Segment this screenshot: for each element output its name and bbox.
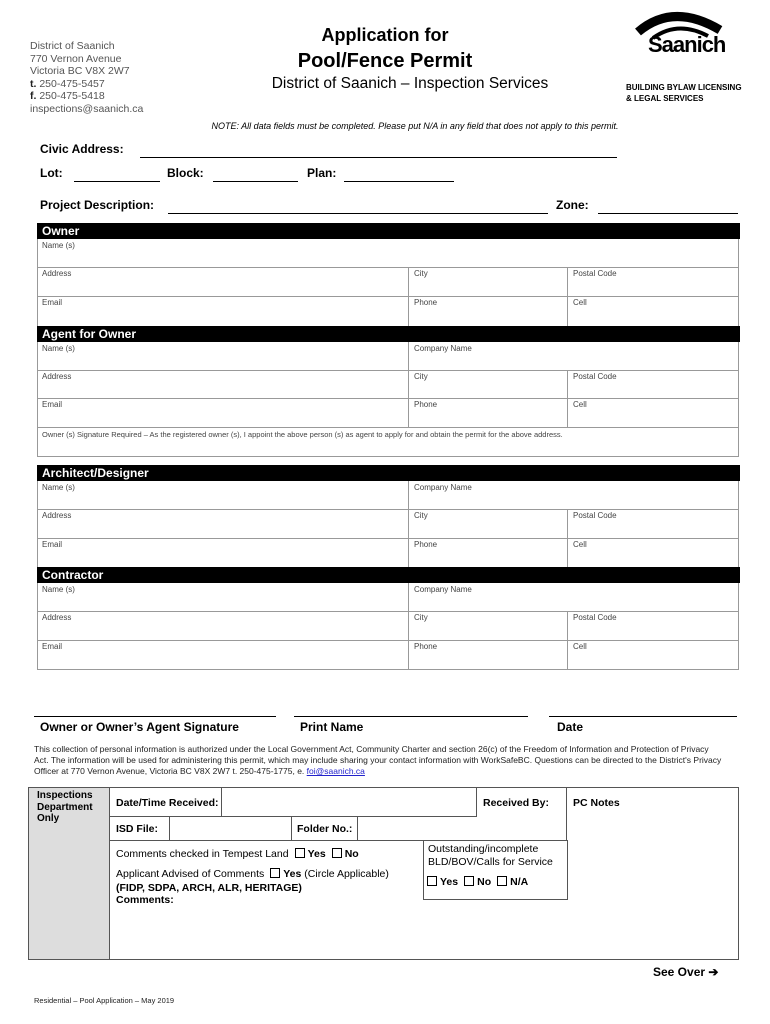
advised-yes-checkbox[interactable]	[270, 868, 280, 878]
agent-name-row[interactable]	[38, 342, 738, 371]
owner-signature-label: Owner or Owner’s Agent Signature	[40, 720, 239, 734]
contractor-email-label: Email	[42, 642, 63, 651]
fidp-options: (FIDP, SDPA, ARCH, ALR, HERITAGE)	[116, 882, 302, 894]
logo-subtitle-2: & LEGAL SERVICES	[626, 94, 704, 103]
owner-phone-label: Phone	[414, 298, 438, 307]
project-description-field[interactable]	[168, 199, 548, 214]
plan-label: Plan:	[307, 166, 337, 180]
datetime-label: Date/Time Received:	[116, 797, 219, 809]
date-label: Date	[557, 720, 584, 734]
inspections-box	[28, 787, 739, 960]
print-name-line[interactable]	[294, 716, 528, 717]
contractor-name-label: Name (s)	[42, 585, 75, 594]
outstanding-na-checkbox[interactable]	[497, 876, 507, 886]
zone-field[interactable]	[598, 199, 738, 214]
privacy-email-link[interactable]: foi@saanich.ca	[306, 766, 365, 776]
isd-file-field[interactable]	[169, 816, 292, 841]
agent-email-row[interactable]	[38, 398, 738, 428]
address-line: Victoria BC V8X 2W7	[30, 65, 130, 77]
civic-address-field[interactable]	[140, 143, 617, 158]
see-over: See Over ➔	[653, 965, 719, 979]
inspections-dept-label: Inspections Department Only	[37, 790, 93, 824]
contractor-address-label: Address	[42, 613, 72, 622]
plan-field[interactable]	[344, 167, 454, 182]
agent-address-label: Address	[42, 372, 72, 381]
owner-postal-label: Postal Code	[573, 269, 617, 278]
owner-city-label: City	[414, 269, 428, 278]
comments-checked: Comments checked in Tempest Land Yes No	[116, 848, 359, 860]
section-owner-header: Owner	[37, 223, 740, 239]
datetime-field[interactable]	[221, 788, 477, 817]
section-agent-header: Agent for Owner	[37, 326, 740, 342]
section-architect-header: Architect/Designer	[37, 465, 740, 481]
outstanding-options: Yes No N/A	[421, 876, 528, 888]
applicant-advised: Applicant Advised of Comments Yes (Circle Applicable)	[116, 868, 389, 880]
date-line[interactable]	[549, 716, 737, 717]
architect-postal-label: Postal Code	[573, 511, 617, 520]
architect-email-label: Email	[42, 540, 63, 549]
footer: Residential – Pool Application – May 2019	[34, 996, 175, 1005]
outstanding-no-checkbox[interactable]	[464, 876, 474, 886]
owner-address-label: Address	[42, 269, 72, 278]
comments-field[interactable]	[109, 898, 737, 958]
zone-label: Zone:	[556, 198, 589, 212]
owner-grid	[37, 239, 739, 327]
folder-no-label: Folder No.:	[297, 823, 353, 835]
owner-name-row[interactable]	[38, 239, 738, 268]
received-by-field[interactable]	[476, 788, 567, 840]
pc-notes-label: PC Notes	[573, 797, 620, 809]
signature-line[interactable]	[34, 716, 276, 717]
agent-phone-label: Phone	[414, 400, 438, 409]
block-field[interactable]	[213, 167, 298, 182]
outstanding-yes-checkbox[interactable]	[427, 876, 437, 886]
contractor-city-label: City	[414, 613, 428, 622]
saanich-logo	[618, 10, 742, 110]
comments-label: Comments:	[116, 894, 174, 906]
contractor-cell-label: Cell	[573, 642, 587, 651]
contractor-postal-label: Postal Code	[573, 613, 617, 622]
contact-email: inspections@saanich.ca	[30, 102, 144, 115]
architect-company-label: Company Name	[414, 483, 472, 492]
agent-signature-note: Owner (s) Signature Required – As the registered owner (s), I appoint the above person (s) as agent to apply for and obtain the permit for the above address.	[42, 430, 563, 439]
agent-address-row[interactable]	[38, 370, 738, 399]
page-title: Pool/Fence Permit	[297, 50, 473, 72]
contractor-phone-label: Phone	[414, 642, 438, 651]
owner-cell-label: Cell	[573, 298, 587, 307]
received-by-label: Received By:	[483, 797, 549, 809]
tempest-yes-checkbox[interactable]	[295, 848, 305, 858]
agent-email-label: Email	[42, 400, 63, 409]
architect-phone-label: Phone	[414, 540, 438, 549]
architect-cell-label: Cell	[573, 540, 587, 549]
folder-no-field[interactable]	[357, 816, 476, 841]
agent-postal-label: Postal Code	[573, 372, 617, 381]
telephone: t. 250-475-5457	[30, 77, 105, 90]
contractor-company-label: Company Name	[414, 585, 472, 594]
owner-address-row[interactable]	[38, 267, 738, 297]
note: NOTE: All data fields must be completed. Please put N/A in any field that does not apply to this permit.	[211, 121, 619, 131]
agent-grid	[37, 342, 739, 457]
owner-name-label: Name (s)	[42, 241, 75, 250]
address-line: 770 Vernon Avenue	[30, 52, 122, 65]
print-name-label: Print Name	[300, 720, 364, 734]
fax: f. 250-475-5418	[30, 90, 105, 102]
architect-name-row[interactable]	[38, 481, 738, 510]
subtitle: District of Saanich – Inspection Services	[271, 75, 549, 92]
agent-cell-label: Cell	[573, 400, 587, 409]
agent-company-label: Company Name	[414, 344, 472, 353]
title-line-1: Application for	[321, 25, 449, 45]
logo-subtitle-1: BUILDING BYLAW LICENSING	[626, 83, 742, 92]
address-line: District of Saanich	[30, 40, 115, 52]
lot-field[interactable]	[74, 167, 160, 182]
section-contractor-header: Contractor	[37, 567, 740, 583]
tempest-no-checkbox[interactable]	[332, 848, 342, 858]
owner-email-label: Email	[42, 298, 63, 307]
architect-city-label: City	[414, 511, 428, 520]
agent-city-label: City	[414, 372, 428, 381]
civic-address-label: Civic Address:	[40, 142, 124, 156]
project-description-label: Project Description:	[40, 198, 155, 212]
architect-address-row[interactable]	[38, 509, 738, 539]
architect-address-label: Address	[42, 511, 72, 520]
contractor-name-row[interactable]	[38, 583, 738, 612]
privacy-notice: This collection of personal information is authorized under the Local Government Act, Community Charter and section 26(c) of the Freedom of Information and Protection of Privacy Act. The information will be used for administering this permit, which may include sharing your contact information with WorkSafeBC. Questions can be directed to the District's Privacy Officer at 770 Vernon Avenue, Victoria BC V8X 2W7 t. 250-475-1775, e. foi@saanich.ca	[34, 744, 722, 776]
architect-name-label: Name (s)	[42, 483, 75, 492]
outstanding-label: Outstanding/incomplete BLD/BOV/Calls for Service	[428, 843, 553, 868]
logo-wordmark: Saanich	[648, 32, 726, 57]
isd-file-label: ISD File:	[116, 823, 159, 835]
architect-grid	[37, 481, 739, 568]
block-label: Block:	[167, 166, 204, 180]
contractor-address-row[interactable]	[38, 611, 738, 641]
agent-name-label: Name (s)	[42, 344, 75, 353]
lot-label: Lot:	[40, 166, 63, 180]
contractor-grid	[37, 583, 739, 670]
